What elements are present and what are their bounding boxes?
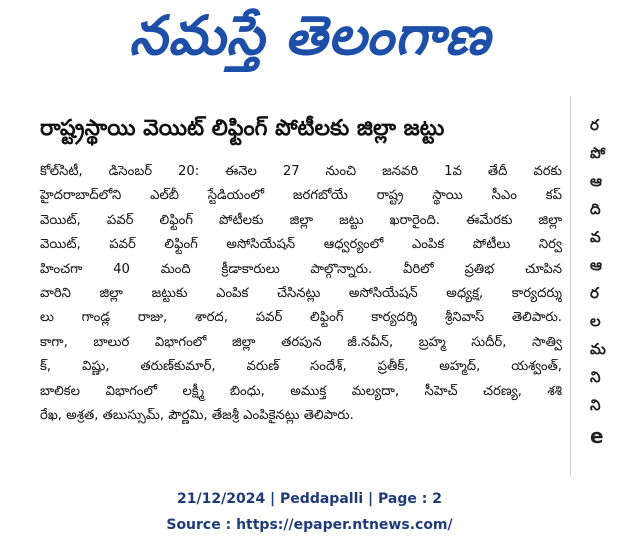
article-body (40, 160, 562, 428)
column-fragment: ని (590, 368, 601, 386)
footer-date-edition: 21/12/2024 | Peddapalli | Page : 2 (177, 491, 442, 507)
column-fragment: ల (590, 312, 601, 330)
column-fragment: ర (590, 116, 599, 134)
article-line: బాలికల విభాగంలో లక్ష్మీ బింధు, అముక్త మల్యదా, సీహెచ్ చరణ్య, శశి (40, 383, 562, 399)
article-line: కాగా, బాలుర విభాగంలో జిల్లా తరపున జీ.నవీన్, బ్రహ్మ సుదీర్, సాత్వి (40, 334, 562, 350)
article-line: వెయిట్, పవర్ లిఫ్టింగ్ పోటీలకు జిల్లా జట్టు ఖరారైంది. ఈమేరకు జిల్లా (40, 212, 562, 228)
article-line: క్, విష్ణు, తరుణ్‌కుమార్, వరుణ్ సందేశ్, ప్రతీక్, అహ్మద్, యశ్వంత్, (40, 359, 562, 375)
article-headline: రాష్ట్రస్థాయి వెయిట్ లిఫ్టింగ్ పోటీలకు జిల్లా జట్టు (40, 116, 445, 141)
newspaper-logo: నమస్తే తెలంగాణ (129, 3, 491, 67)
masthead (0, 0, 619, 92)
article-line: హించగా 40 మంది క్రీడాకారులు పాల్గొన్నారు. వీరిలో ప్రతిభ చూపిన (40, 261, 562, 277)
footer (0, 486, 619, 546)
column-fragment: వ (590, 228, 601, 246)
column-fragment: e (590, 424, 604, 448)
article-line: లు గాండ్ల రాజు, శారద, పవర్ లిఫ్టింగ్ కార్యదర్శి శ్రీనివాస్ తెలిపారు. (40, 310, 562, 326)
column-fragment: మ (590, 340, 606, 358)
cut-text-fragment (40, 91, 500, 99)
column-fragment: ర (590, 284, 599, 302)
column-fragment: ఆ (590, 172, 602, 190)
article-line: వెయిట్, పవర్ లిఫ్టింగ్ అసోసియేషన్ ఆధ్వర్యంలో ఎంపిక పోటీలు నిర్వ (40, 237, 562, 253)
adjacent-column-fragment (584, 108, 619, 468)
column-fragment: ఆ (590, 256, 602, 274)
article-line: రేఖ, అశ్రత, తబుస్సుమ్, పౌర్ణమి, తేజశ్రీ ఎంపికైనట్లు తెలిపారు. (40, 407, 354, 423)
column-fragment: పో (590, 144, 606, 162)
column-fragment: ది (590, 200, 601, 218)
footer-source: Source : https://epaper.ntnews.com/ (166, 517, 453, 533)
article-line: వారిని జిల్లా జట్టుకు ఎంపిక చేసినట్లు అసోసియేషన్ అధ్యక్ష, కార్యదర్శు (40, 285, 562, 301)
column-divider (570, 96, 571, 476)
article-line: కోల్‌సిటీ, డిసెంబర్ 20: ఈనెల 27 నుంచి జనవరి 1వ తేదీ వరకు (40, 164, 562, 179)
column-fragment: ని (590, 396, 601, 414)
article-line: హైదరాబాద్‌లోని ఎల్‌బీ స్టేడియంలో జరగబోయే రాష్ట్ర స్థాయి సీఎం కప్ (40, 188, 562, 204)
